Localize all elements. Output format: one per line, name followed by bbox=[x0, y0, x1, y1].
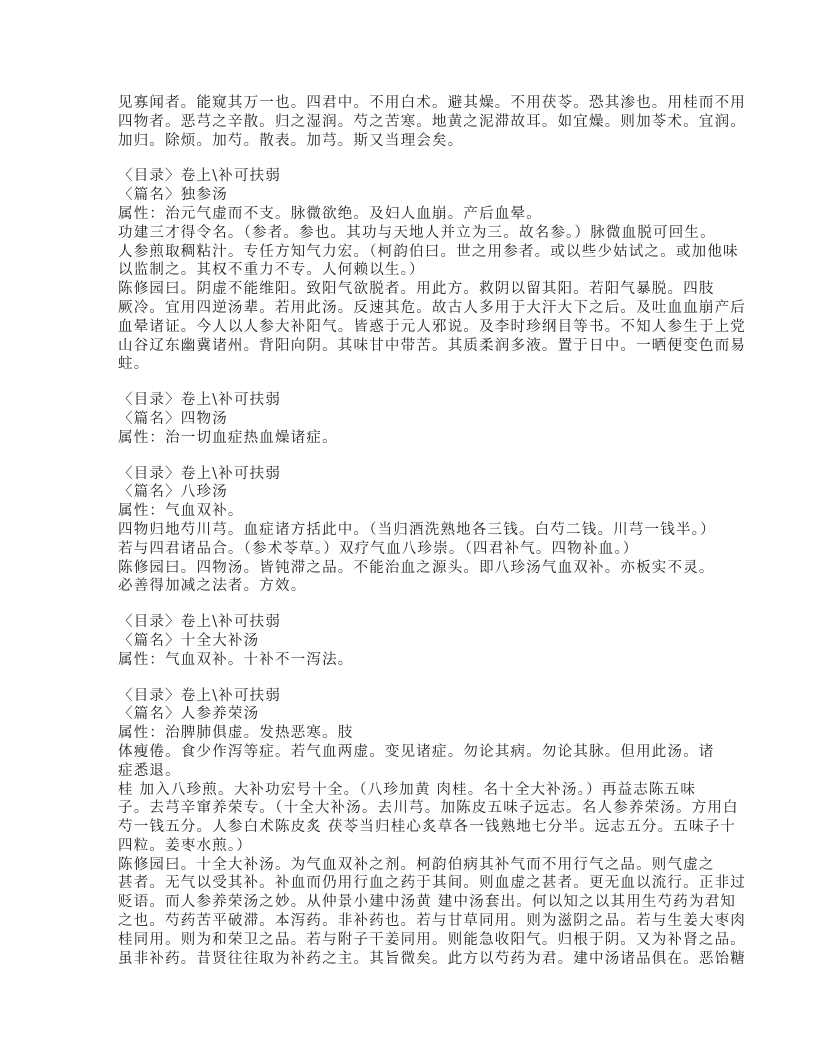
text-line: 属性：气血双补。 bbox=[118, 503, 244, 520]
text-line: 以监制之。其权不重力不专。人何赖以生。） bbox=[118, 262, 425, 279]
paragraph bbox=[118, 391, 718, 447]
paragraph bbox=[118, 465, 718, 597]
document-body bbox=[118, 94, 746, 985]
text-line: 芍一钱五分。人参白术陈皮炙 茯苓当归桂心炙草各一钱熟地七分半。远志五分。五味子十 bbox=[118, 819, 737, 836]
text-line: 蛀。 bbox=[118, 356, 150, 373]
text-line: 之也。芍药苦平破滞。本泻药。非补药也。若与甘草同用。则为滋阴之品。若与生姜大枣肉 bbox=[118, 913, 746, 930]
text-line: 子。去芎辛窜养荣专。（十全大补汤。去川芎。加陈皮五味子远志。名人参养荣汤。方用白 bbox=[118, 800, 739, 817]
text-line: 四物者。恶芎之辛散。归之湿润。芍之苦寒。地黄之泥滞故耳。如宜燥。则加苓术。宜润。 bbox=[118, 113, 746, 130]
paragraph bbox=[118, 613, 718, 669]
text-line: 贬语。而人参养荣汤之妙。从仲景小建中汤黄 建中汤套出。何以知之以其用生芍药为君知 bbox=[118, 894, 737, 911]
text-line: 若与四君诸品合。（参术苓草。）双疗气血八珍崇。（四君补气。四物补血。） bbox=[118, 540, 639, 557]
text-line: 血晕诸证。今人以人参大补阳气。皆惑于元人邪说。及李时珍纲目等书。不知人参生于上党 bbox=[118, 318, 746, 335]
text-line: 甚者。无气以受其补。补血而仍用行血之药于其间。则血虚之甚者。更无血以流行。正非过 bbox=[118, 875, 746, 892]
text-line: 加归。除烦。加芍。散表。加芎。斯又当理会矣。 bbox=[118, 132, 464, 149]
text-line: 〈目录〉卷上\补可扶弱 bbox=[118, 465, 282, 482]
text-line: 桂 加入八珍煎。大补功宏号十全。（八珍加黄 肉桂。名十全大补汤。）再益志陈五味 bbox=[118, 781, 697, 798]
text-line: 〈目录〉卷上\补可扶弱 bbox=[118, 614, 282, 631]
paragraph bbox=[118, 94, 746, 150]
text-line: 陈修园曰。四物汤。皆钝滞之品。不能治血之源头。即八珍汤气血双补。亦板实不灵。 bbox=[118, 559, 715, 576]
text-line: 〈目录〉卷上\补可扶弱 bbox=[118, 168, 282, 185]
text-line: 〈篇名〉独参汤 bbox=[118, 187, 228, 204]
text-line: 属性：治脾肺俱虚。发热恶寒。肢 bbox=[118, 725, 354, 742]
text-line: 厥冷。宜用四逆汤辈。若用此汤。反速其危。故古人多用于大汗大下之后。及吐血血崩产后 bbox=[118, 299, 746, 316]
text-line: 〈目录〉卷上\补可扶弱 bbox=[118, 687, 282, 704]
text-line: 桂同用。则为和荣卫之品。若与附子干姜同用。则能急收阳气。归根于阴。又为补肾之品。 bbox=[118, 931, 746, 948]
text-line: 体瘦倦。食少作泻等症。若气血两虚。变见诸症。勿论其病。勿论其脉。但用此汤。诸 bbox=[118, 743, 715, 760]
text-line: 属性：治元气虚而不支。脉微欲绝。及妇人血崩。产后血晕。 bbox=[118, 205, 542, 222]
text-line: 虽非补药。昔贤往往取为补药之主。其旨微矣。此方以芍药为君。建中汤诸品俱在。恶饴糖 bbox=[118, 950, 746, 967]
text-line: 属性：治一切血症热血燥诸症。 bbox=[118, 429, 338, 446]
text-line: 症悉退。 bbox=[118, 762, 181, 779]
paragraph bbox=[118, 167, 746, 374]
text-line: 〈目录〉卷上\补可扶弱 bbox=[118, 392, 282, 409]
text-line: 〈篇名〉八珍汤 bbox=[118, 484, 228, 501]
text-line: 〈篇名〉人参养荣汤 bbox=[118, 706, 260, 723]
text-line: 陈修园曰。阴虚不能维阳。致阳气欲脱者。用此方。救阴以留其阳。若阳气暴脱。四肢 bbox=[118, 281, 715, 298]
text-line: 功建三才得令名。（参者。参也。其功与天地人并立为三。故名参。）脉微血脱可回生。 bbox=[118, 224, 716, 241]
text-line: 四粒。姜枣水煎。） bbox=[118, 837, 253, 854]
text-line: 必善得加减之法者。方效。 bbox=[118, 578, 307, 595]
text-line: 〈篇名〉四物汤 bbox=[118, 410, 228, 427]
text-line: 山谷辽东幽冀诸州。背阳向阴。其味甘中带苦。其质柔润多液。置于日中。一晒便变色而易 bbox=[118, 337, 746, 354]
text-line: 陈修园曰。十全大补汤。为气血双补之剂。柯韵伯病其补气而不用行气之品。则气虚之 bbox=[118, 856, 715, 873]
text-line: 四物归地芍川芎。血症诸方括此中。（当归酒洗熟地各三钱。白芍二钱。川芎一钱半。） bbox=[118, 521, 716, 538]
text-line: 〈篇名〉十全大补汤 bbox=[118, 632, 260, 649]
text-line: 见寡闻者。能窥其万一也。四君中。不用白术。避其燥。不用茯苓。恐其渗也。用桂而不用 bbox=[118, 95, 746, 111]
paragraph bbox=[118, 687, 746, 969]
text-line: 属性：气血双补。十补不一泻法。 bbox=[118, 651, 354, 668]
text-line: 人参煎取稠粘汁。专任方知气力宏。（柯韵伯曰。世之用参者。或以些少姑试之。或加他味 bbox=[118, 243, 739, 260]
